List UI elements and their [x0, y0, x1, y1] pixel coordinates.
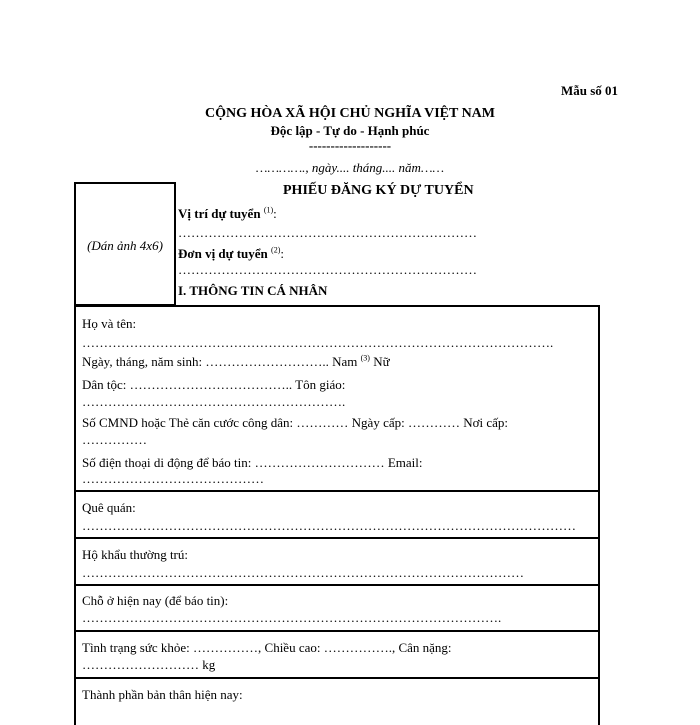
weight-input[interactable]: ……………………… kg: [82, 657, 216, 672]
section-1-title: I. THÔNG TIN CÁ NHÂN: [178, 283, 328, 298]
national-motto: Độc lập - Tự do - Hạnh phúc: [270, 123, 430, 138]
photo-placeholder: [74, 182, 176, 306]
current-status-label: Thành phần bản thân hiện nay:: [82, 687, 243, 702]
row-divider: [76, 537, 598, 539]
religion-input[interactable]: …………………………………………………….: [82, 394, 346, 409]
position-note: (1): [263, 205, 274, 215]
current-address-label: Chỗ ở hiện nay (để báo tin):: [82, 593, 229, 608]
position-field: [178, 206, 277, 222]
unit-colon: :: [280, 246, 284, 261]
ethnicity-religion-line: Dân tộc: ……………………………….. Tôn giáo:: [82, 377, 346, 392]
form-title: PHIẾU ĐĂNG KÝ DỰ TUYỂN: [283, 183, 474, 198]
issue-place-input[interactable]: ……………: [82, 432, 147, 447]
row-divider: [76, 584, 598, 586]
phone-email-line: Số điện thoại di động để báo tin: ………………………… Email:: [82, 455, 423, 470]
unit-field: [178, 246, 284, 262]
unit-input[interactable]: ……………………………………………………………: [178, 262, 477, 277]
unit-note: (2): [271, 245, 281, 255]
position-input[interactable]: ……………………………………………………………: [178, 225, 477, 240]
current-address-input[interactable]: …………………………………………………………………………………….: [82, 610, 502, 625]
hometown-label: Quê quán:: [82, 500, 136, 515]
row-divider: [76, 630, 598, 632]
form-code: Mẫu số 01: [560, 83, 618, 98]
name-label: Họ và tên:: [82, 316, 137, 331]
position-colon: :: [273, 206, 277, 221]
row-divider: [76, 490, 598, 492]
header-divider: -------------------: [308, 138, 392, 153]
health-line: Tình trạng sức khỏe: ……………, Chiều cao: ……………., Cân nặng:: [82, 640, 452, 655]
name-input[interactable]: ……………………………………………………………………………………………….: [82, 335, 554, 350]
gender-note: (3): [360, 353, 370, 363]
hometown-input[interactable]: ……………………………………………………………………………………………………: [82, 518, 576, 533]
date-line: …………., ngày.... tháng.... năm……: [255, 160, 445, 175]
position-label: Vị trí dự tuyển: [178, 206, 261, 221]
residence-label: Hộ khẩu thường trú:: [82, 547, 188, 562]
unit-label: Đơn vị dự tuyển: [178, 246, 268, 261]
personal-info-table: [74, 305, 600, 725]
gender-female[interactable]: Nữ: [369, 354, 390, 369]
email-input[interactable]: ……………………………………: [82, 471, 264, 486]
row-divider: [76, 677, 598, 679]
residence-input[interactable]: …………………………………………………………………………………………: [82, 565, 524, 580]
dob-text: Ngày, tháng, năm sinh: ……………………….. Nam: [82, 354, 358, 369]
photo-label: (Dán ảnh 4x6): [87, 238, 163, 253]
dob-gender-line: [82, 354, 390, 370]
nation-title: CỘNG HÒA XÃ HỘI CHỦ NGHĨA VIỆT NAM: [204, 106, 495, 121]
id-card-line: Số CMND hoặc Thẻ căn cước công dân: ………… Ngày cấp: ………… Nơi cấp:: [82, 415, 508, 430]
